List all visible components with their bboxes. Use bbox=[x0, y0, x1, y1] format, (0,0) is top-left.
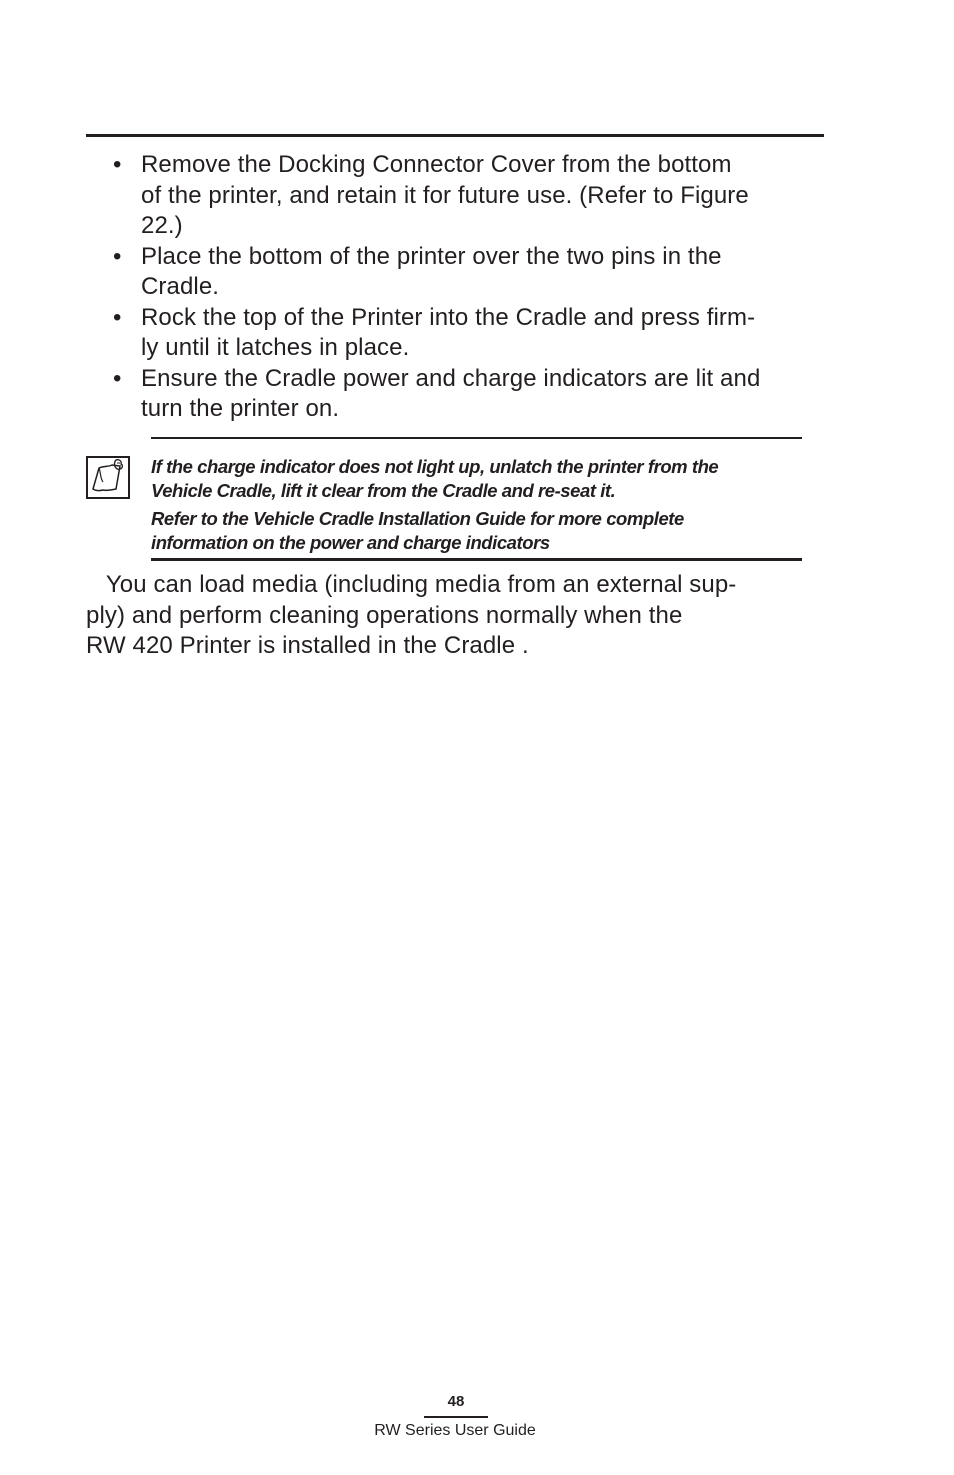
body-line: RW 420 Printer is installed in the Cradle . bbox=[86, 632, 529, 659]
list-item-line: Place the bottom of the printer over the two pins in the bbox=[141, 242, 722, 270]
bullet-icon: • bbox=[113, 364, 122, 392]
body-line: ply) and perform cleaning operations normally when the bbox=[86, 601, 683, 629]
list-item bbox=[86, 364, 826, 425]
note-paragraph bbox=[151, 507, 811, 555]
list-item-line: Ensure the Cradle power and charge indicators are lit and bbox=[141, 364, 761, 392]
note-line: If the charge indicator does not light up, unlatch the printer from the bbox=[151, 456, 719, 477]
body-paragraph bbox=[86, 570, 826, 662]
note-line: information on the power and charge indicators bbox=[151, 532, 550, 553]
list-item bbox=[86, 242, 826, 303]
bullet-icon: • bbox=[113, 151, 122, 178]
bullet-icon: • bbox=[113, 303, 122, 331]
top-rule bbox=[86, 134, 824, 137]
note-paragraph bbox=[151, 455, 811, 503]
footer-title: RW Series User Guide bbox=[374, 1422, 536, 1439]
note-hand-icon bbox=[86, 456, 130, 499]
bullet-icon: • bbox=[113, 242, 122, 270]
list-item-line: of the printer, and retain it for future use. (Refer to Figure bbox=[141, 181, 749, 209]
note-bottom-rule bbox=[151, 558, 802, 561]
list-item-line: turn the printer on. bbox=[141, 395, 340, 422]
note-line: Refer to the Vehicle Cradle Installation Guide for more complete bbox=[151, 508, 684, 529]
note-top-rule bbox=[151, 437, 802, 439]
body-line: You can load media (including media from an external sup- bbox=[86, 571, 737, 598]
page-number: 48 bbox=[447, 1393, 465, 1410]
list-item-line: ly until it latches in place. bbox=[141, 334, 410, 361]
note-text bbox=[151, 455, 811, 555]
instruction-list bbox=[86, 150, 826, 425]
list-item-line: Cradle. bbox=[141, 273, 220, 300]
list-item-line: 22.) bbox=[141, 212, 183, 239]
footer-rule bbox=[424, 1416, 488, 1418]
list-item-line: Remove the Docking Connector Cover from the bottom bbox=[141, 151, 732, 178]
list-item bbox=[86, 303, 826, 364]
list-item-line: Rock the top of the Printer into the Cradle and press firm- bbox=[141, 303, 756, 331]
note-line: Vehicle Cradle, lift it clear from the Cradle and re-seat it. bbox=[151, 480, 616, 501]
list-item bbox=[86, 150, 826, 242]
